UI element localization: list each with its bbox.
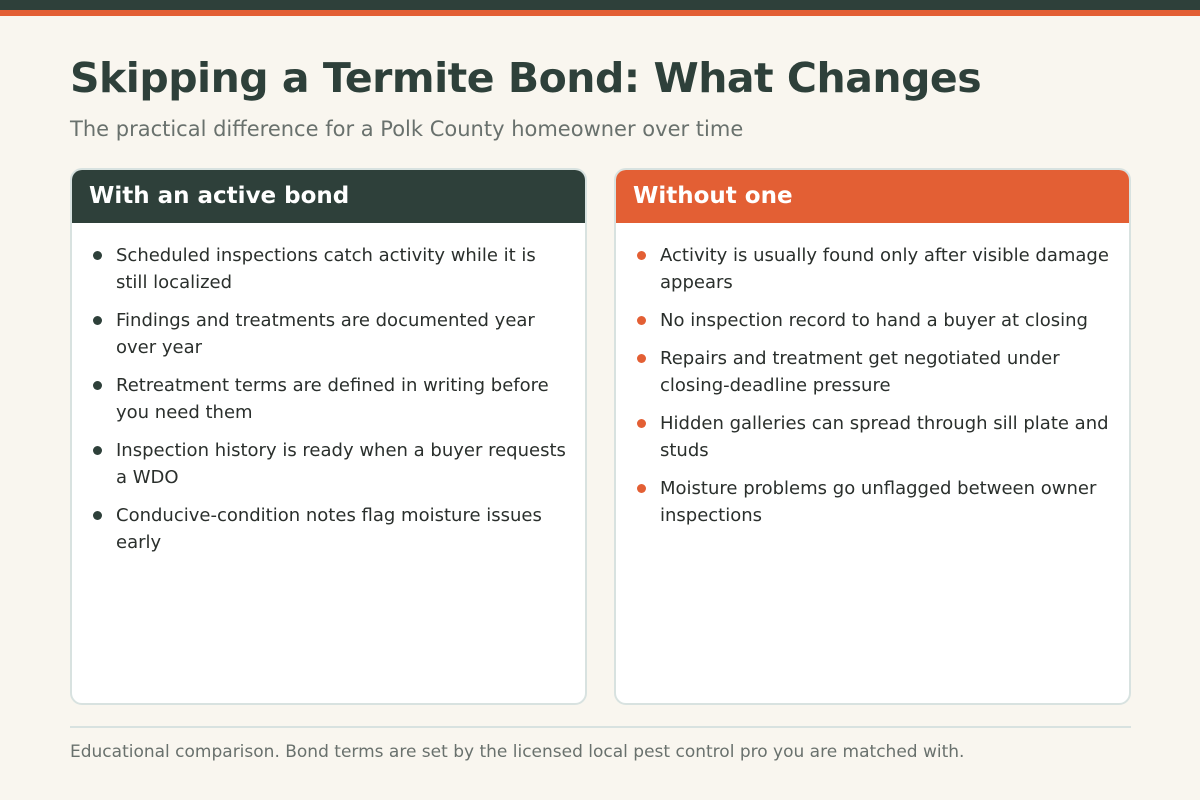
with-bond-item	[92, 307, 569, 361]
bullet-dot-icon	[637, 419, 646, 428]
without-bond-item-text: Moisture problems go unflagged between owner inspections	[660, 478, 1097, 526]
bullet-dot-icon	[637, 251, 646, 260]
bullet-dot-icon	[637, 354, 646, 363]
bullet-dot-icon	[637, 316, 646, 325]
page-title: Skipping a Termite Bond: What Changes	[70, 54, 982, 102]
bullet-dot-icon	[93, 251, 102, 260]
with-bond-item-text: Inspection history is ready when a buyer requests a WDO	[116, 440, 566, 488]
without-bond-item-text: Hidden galleries can spread through sill plate and studs	[660, 413, 1109, 461]
with-bond-item-text: Findings and treatments are documented year over year	[116, 310, 535, 358]
without-bond-list	[616, 223, 1129, 529]
bullet-dot-icon	[93, 316, 102, 325]
footer-divider	[70, 726, 1131, 728]
footer-note: Educational comparison. Bond terms are set by the licensed local pest control pro you are matched with.	[70, 742, 965, 762]
page-subtitle: The practical difference for a Polk County homeowner over time	[70, 117, 744, 141]
top-bar-dark	[0, 0, 1200, 10]
without-bond-item	[636, 345, 1113, 399]
bullet-dot-icon	[93, 446, 102, 455]
with-bond-list	[72, 223, 585, 556]
without-bond-item-text: No inspection record to hand a buyer at closing	[660, 310, 1088, 331]
with-bond-item	[92, 372, 569, 426]
bullet-dot-icon	[93, 381, 102, 390]
bullet-dot-icon	[637, 484, 646, 493]
without-bond-item	[636, 242, 1113, 296]
without-bond-item-text: Repairs and treatment get negotiated under closing-deadline pressure	[660, 348, 1060, 396]
without-bond-item	[636, 410, 1113, 464]
without-bond-item	[636, 475, 1113, 529]
with-bond-item	[92, 437, 569, 491]
without-bond-item	[636, 307, 1113, 334]
with-bond-item-text: Retreatment terms are defined in writing before you need them	[116, 375, 549, 423]
without-bond-card	[614, 168, 1131, 705]
with-bond-item	[92, 242, 569, 296]
with-bond-card-heading: With an active bond	[70, 168, 587, 223]
without-bond-item-text: Activity is usually found only after visible damage appears	[660, 245, 1109, 293]
with-bond-card	[70, 168, 587, 705]
without-bond-card-heading: Without one	[614, 168, 1131, 223]
with-bond-item-text: Scheduled inspections catch activity while it is still localized	[116, 245, 536, 293]
with-bond-item	[92, 502, 569, 556]
bullet-dot-icon	[93, 511, 102, 520]
with-bond-item-text: Conducive-condition notes flag moisture issues early	[116, 505, 542, 553]
top-bar-accent	[0, 10, 1200, 16]
